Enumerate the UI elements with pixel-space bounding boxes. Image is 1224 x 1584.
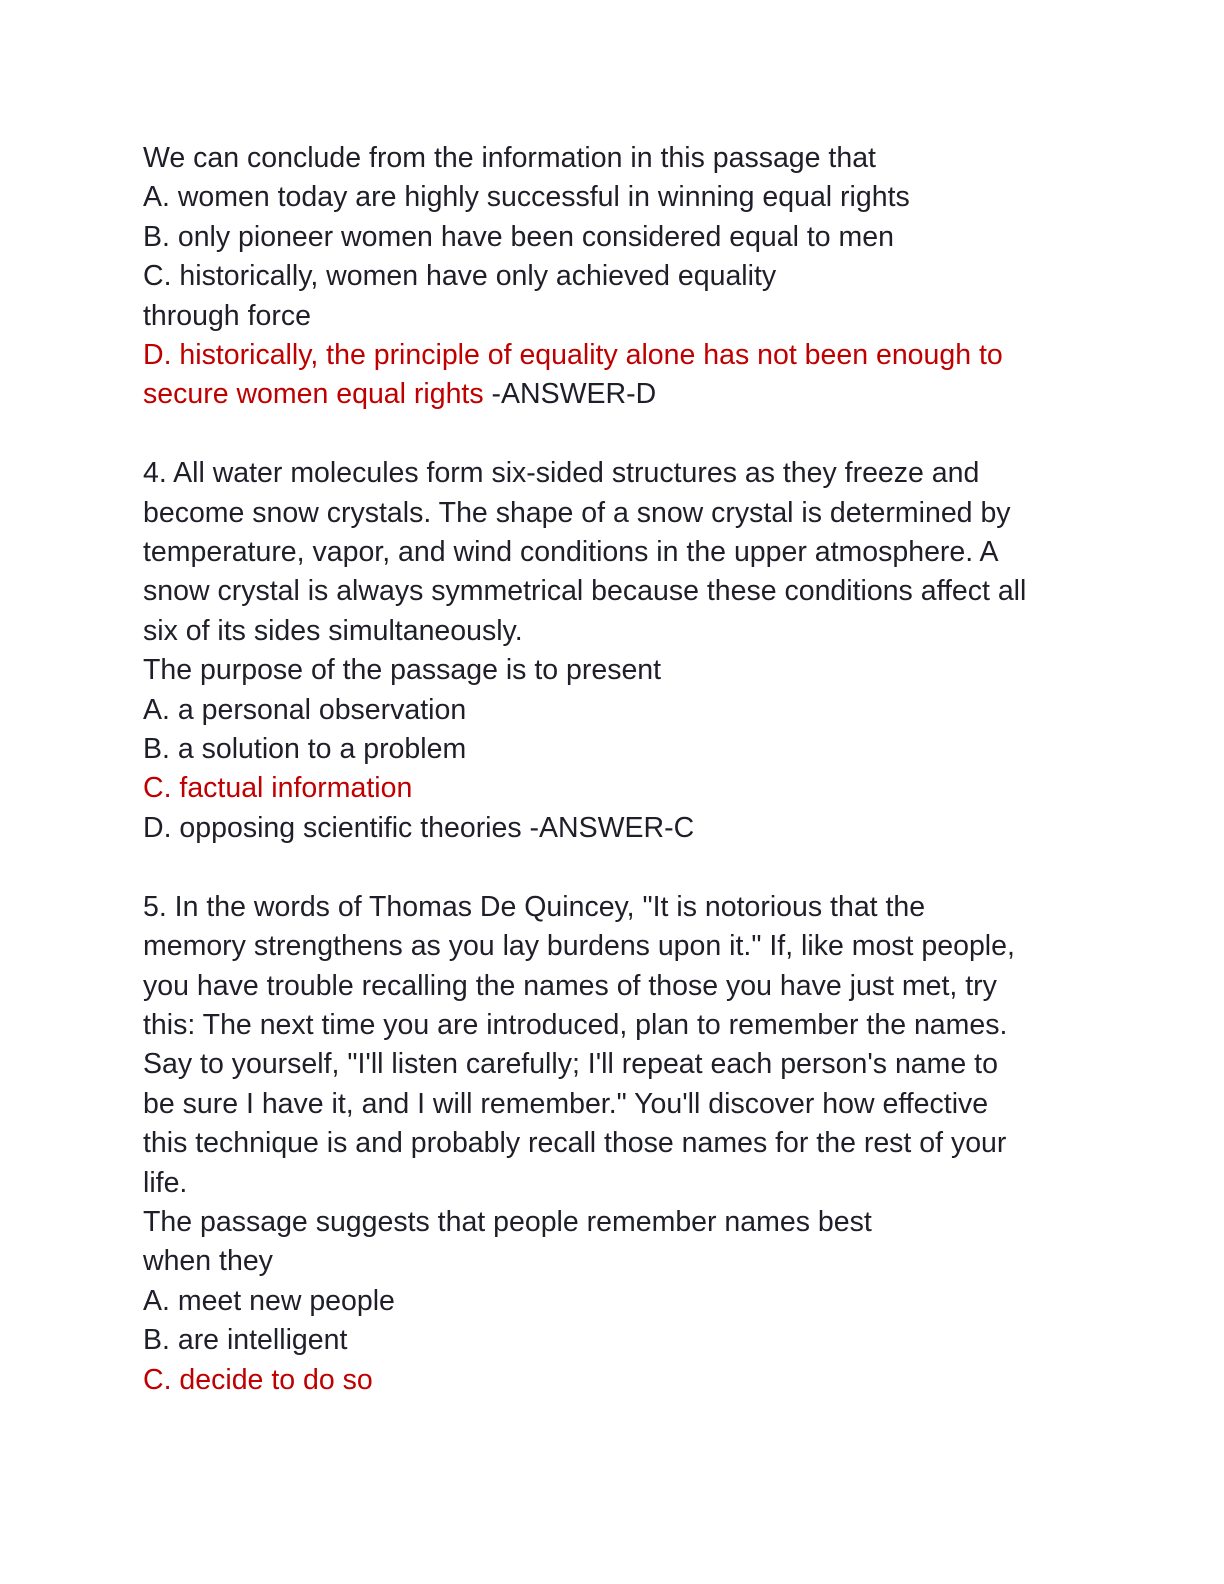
question-5 bbox=[143, 888, 1083, 1400]
option-d bbox=[143, 809, 1083, 848]
option-c-correct: C. decide to do so bbox=[143, 1363, 373, 1396]
option-d-continued bbox=[143, 375, 1083, 414]
option-c: C. historically, women have only achieved equality bbox=[143, 260, 777, 293]
question-stem-continued: when they bbox=[143, 1245, 273, 1278]
passage-line: memory strengthens as you lay burdens upon it." If, like most people, bbox=[143, 930, 1015, 963]
question-3 bbox=[143, 139, 1083, 415]
option-d-correct: D. historically, the principle of equality alone has not been enough to bbox=[143, 339, 1003, 372]
option-c-continued: through force bbox=[143, 299, 311, 332]
option-b: B. are intelligent bbox=[143, 1324, 348, 1357]
passage-line: temperature, vapor, and wind conditions in the upper atmosphere. A bbox=[143, 536, 999, 569]
passage-line: Say to yourself, "I'll listen carefully; I'll repeat each person's name to bbox=[143, 1048, 998, 1081]
document-page bbox=[143, 139, 1083, 1400]
option-a: A. meet new people bbox=[143, 1284, 395, 1317]
option-d-text: D. opposing scientific theories bbox=[143, 811, 522, 844]
question-stem: We can conclude from the information in this passage that bbox=[143, 142, 876, 174]
option-d-correct-continued: secure women equal rights bbox=[143, 378, 484, 411]
passage-line: you have trouble recalling the names of those you have just met, try bbox=[143, 969, 997, 1002]
passage-line: life. bbox=[143, 1166, 188, 1199]
option-b: B. a solution to a problem bbox=[143, 733, 467, 766]
passage-line: become snow crystals. The shape of a snow crystal is determined by bbox=[143, 496, 1011, 529]
passage-line: this technique is and probably recall those names for the rest of your bbox=[143, 1127, 1007, 1160]
option-a: A. a personal observation bbox=[143, 693, 467, 726]
option-c-correct: C. factual information bbox=[143, 772, 413, 805]
question-stem: The purpose of the passage is to present bbox=[143, 654, 662, 687]
passage-line: snow crystal is always symmetrical because these conditions affect all bbox=[143, 575, 1027, 608]
spacer bbox=[143, 848, 1083, 887]
passage-line: this: The next time you are introduced, plan to remember the names. bbox=[143, 1008, 1008, 1041]
question-stem: The passage suggests that people remember names best bbox=[143, 1205, 872, 1238]
answer-tag: -ANSWER-C bbox=[521, 811, 695, 844]
option-a: A. women today are highly successful in winning equal rights bbox=[143, 181, 910, 214]
question-4 bbox=[143, 454, 1083, 848]
passage-line: six of its sides simultaneously. bbox=[143, 614, 523, 647]
option-b: B. only pioneer women have been considered equal to men bbox=[143, 220, 894, 253]
spacer bbox=[143, 415, 1083, 454]
passage-line: 4. All water molecules form six-sided structures as they freeze and bbox=[143, 457, 980, 490]
passage-line: 5. In the words of Thomas De Quincey, "It is notorious that the bbox=[143, 890, 926, 923]
passage-line: be sure I have it, and I will remember." You'll discover how effective bbox=[143, 1087, 989, 1120]
answer-tag: -ANSWER-D bbox=[483, 378, 657, 411]
